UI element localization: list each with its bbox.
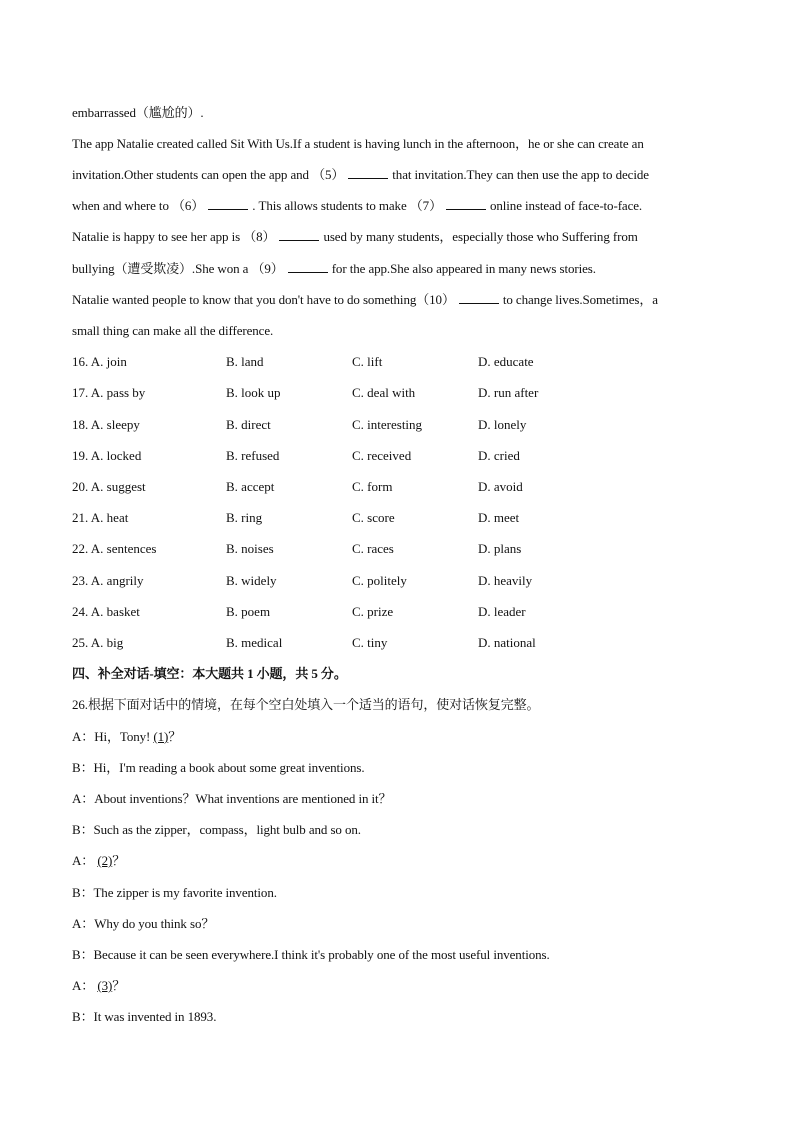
- option-row-17: [72, 384, 732, 402]
- option-row-23: [72, 572, 732, 590]
- option-b: B. refused: [226, 448, 280, 463]
- dialogue-text: ？: [168, 729, 182, 744]
- option-a: 25. A. big: [72, 635, 124, 650]
- passage-text: bullying（遭受欺凌）.She won a （9）: [72, 261, 284, 276]
- option-b: B. poem: [226, 604, 271, 619]
- option-row-16: [72, 353, 732, 371]
- dialogue-line-1: [72, 728, 181, 746]
- dialogue-text: A：Hi，Tony!: [72, 729, 154, 744]
- passage-text: used by many students，especially those who Suffering from: [323, 229, 638, 244]
- passage-line-1: embarrassed（尴尬的）.: [72, 105, 204, 120]
- option-c: C. received: [352, 448, 412, 463]
- passage-line-5: [72, 228, 638, 246]
- option-b: B. land: [226, 354, 264, 369]
- question-instruction: 26.根据下面对话中的情境，在每个空白处填入一个适当的语句，使对话恢复完整。: [72, 697, 540, 712]
- option-c: C. deal with: [352, 385, 416, 400]
- option-d: D. heavily: [478, 573, 533, 588]
- dialogue-line-8: B：Because it can be seen everywhere.I think it's probably one of the most useful inventions.: [72, 947, 550, 962]
- option-d: D. avoid: [478, 479, 523, 494]
- passage-line-2: The app Natalie created called Sit With Us.If a student is having lunch in the afternoon，he or she can create an: [72, 136, 644, 151]
- dialogue-line-9: [72, 977, 125, 995]
- dialogue-line-4: B：Such as the zipper，compass，light bulb and so on.: [72, 822, 361, 837]
- option-a: 22. A. sentences: [72, 541, 157, 556]
- dialogue-text: A：: [72, 853, 98, 868]
- option-row-22: [72, 540, 732, 558]
- option-a: 24. A. basket: [72, 604, 140, 619]
- passage-text: invitation.Other students can open the app and （5）: [72, 167, 345, 182]
- dialogue-text: ？: [112, 853, 126, 868]
- option-b: B. direct: [226, 417, 271, 432]
- option-row-19: [72, 447, 732, 465]
- option-b: B. accept: [226, 479, 275, 494]
- option-row-25: [72, 634, 732, 652]
- option-d: D. plans: [478, 541, 522, 556]
- option-a: 20. A. suggest: [72, 479, 146, 494]
- dialogue-line-2: B：Hi，I'm reading a book about some great inventions.: [72, 760, 365, 775]
- option-c: C. races: [352, 541, 394, 556]
- passage-line-8: small thing can make all the difference.: [72, 323, 274, 338]
- option-c: C. form: [352, 479, 393, 494]
- passage-text: Natalie is happy to see her app is （8）: [72, 229, 276, 244]
- dialogue-line-7: A：Why do you think so？: [72, 916, 215, 931]
- option-c: C. tiny: [352, 635, 388, 650]
- dialogue-text: ？: [112, 978, 126, 993]
- passage-line-6: [72, 260, 596, 278]
- passage-text: that invitation.They can then use the app to decide: [392, 167, 649, 182]
- blank-5: [348, 166, 388, 179]
- section-heading: 四、补全对话-填空：本大题共 1 小题，共 5 分。: [72, 666, 347, 681]
- dialogue-blank-2: (2): [97, 853, 113, 868]
- option-a: 23. A. angrily: [72, 573, 144, 588]
- passage-text: to change lives.Sometimes，a: [502, 292, 658, 307]
- option-d: D. national: [478, 635, 536, 650]
- blank-6: [208, 197, 248, 210]
- option-b: B. widely: [226, 573, 277, 588]
- option-row-20: [72, 478, 732, 496]
- option-a: 16. A. join: [72, 354, 127, 369]
- option-c: C. interesting: [352, 417, 423, 432]
- option-d: D. leader: [478, 604, 526, 619]
- option-a: 17. A. pass by: [72, 385, 146, 400]
- dialogue-blank-1: (1): [153, 729, 169, 744]
- dialogue-line-10: B：It was invented in 1893.: [72, 1009, 217, 1024]
- option-a: 19. A. locked: [72, 448, 142, 463]
- blank-9: [288, 260, 328, 273]
- dialogue-line-5: [72, 852, 125, 870]
- option-d: D. meet: [478, 510, 520, 525]
- option-d: D. lonely: [478, 417, 527, 432]
- passage-text: . This allows students to make （7）: [252, 198, 442, 213]
- passage-text: for the app.She also appeared in many news stories.: [331, 261, 596, 276]
- option-d: D. run after: [478, 385, 539, 400]
- blank-10: [459, 291, 499, 304]
- passage-text: Natalie wanted people to know that you don't have to do something（10）: [72, 292, 455, 307]
- passage-text: when and where to （6）: [72, 198, 205, 213]
- option-b: B. noises: [226, 541, 274, 556]
- option-c: C. lift: [352, 354, 383, 369]
- blank-8: [279, 228, 319, 241]
- passage-line-3: [72, 166, 649, 184]
- dialogue-line-6: B：The zipper is my favorite invention.: [72, 885, 277, 900]
- blank-7: [446, 197, 486, 210]
- dialogue-line-3: A：About inventions？What inventions are mentioned in it？: [72, 791, 392, 806]
- option-c: C. prize: [352, 604, 394, 619]
- option-b: B. ring: [226, 510, 263, 525]
- option-a: 21. A. heat: [72, 510, 129, 525]
- option-d: D. cried: [478, 448, 520, 463]
- passage-text: online instead of face-to-face.: [489, 198, 643, 213]
- option-d: D. educate: [478, 354, 534, 369]
- option-a: 18. A. sleepy: [72, 417, 140, 432]
- dialogue-blank-3: (3): [97, 978, 113, 993]
- option-row-21: [72, 509, 732, 527]
- option-b: B. look up: [226, 385, 281, 400]
- option-c: C. score: [352, 510, 395, 525]
- passage-line-4: [72, 197, 642, 215]
- passage-line-7: [72, 291, 658, 309]
- option-row-18: [72, 416, 732, 434]
- option-b: B. medical: [226, 635, 283, 650]
- option-row-24: [72, 603, 732, 621]
- option-c: C. politely: [352, 573, 407, 588]
- dialogue-text: A：: [72, 978, 98, 993]
